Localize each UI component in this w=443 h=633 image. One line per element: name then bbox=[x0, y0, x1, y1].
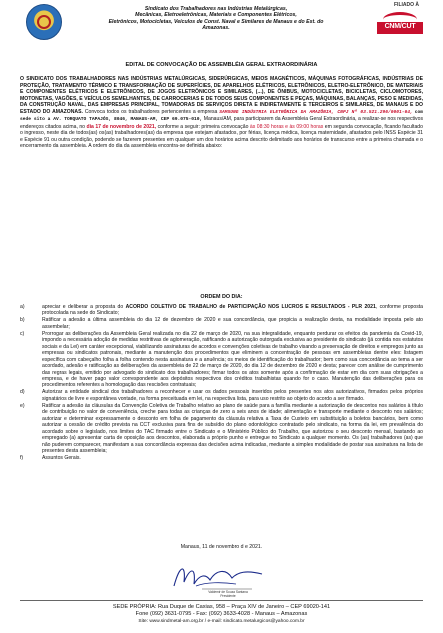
union-name: Sindicato dos Trabalhadores nas Indústrias Metalúrgicas, Mecânicas, Eletroeletrônicas, Materiais e Componentes Elétricos, Eletrônicos, Motocicletas, Veículos de Const. Naval e Similares de Manaus e do Est. do Amazonas. bbox=[108, 6, 324, 32]
footer-address: SEDE PRÓPRIA: Rua Duque de Caxias, 958 – Praça XIV de Janeiro – CEP 69020-141 bbox=[112, 604, 331, 610]
agenda-item: d) Autorizar a entidade sindical dos trabalhadores a reconhecer e usar os dados pessoais inseridos pelos presentes nos atos autorizativos, firmados pelos próprios signatários de livre e espontânea vontade, na forma preceituada em lei, na respectiva lista, para uso restrito ao objeto do acordo a ser firmado. bbox=[20, 389, 423, 402]
union-full-name: O SINDICATO DOS TRABALHADORES NAS INDÚSTRIAS METALÚRGICAS, SIDERÚRGICAS, MEIOS MAGNÉTICOS, MÁQUINAS FOTOGRÁFICAS, INDÚSTRIAS DE PROTEÇÃO, TRATAMENTO TÉRMICO E TRANSFORMAÇÃO DE SUPERFÍCIES, DE APARELHOS ELÉTRICOS, ELETRÔNICOS, ELETRO-ELETRÔNICO, DE MATERIAIS E COMPONENTES ELÉTRICOS E ELETRÔNICOS, DE JOGOS ELETRÔNICOS E SIMILARES, (...), DE ÔNIBUS, MOTOCICLETAS, BICICLETAS, CICLOMOTORES, MOTONETAS, VAGÕES, E VEÍCULOS SEMELHANTES, DE CARROCERIAS E DE TODOS SEUS COMPONENTES E PEÇAS, MÁQUINAS, BALANÇAS, PESO E MEDIDAS, DA CONSTRUÇÃO NAVAL, DAS EMPRESAS PRINCIPAL, TOMADORAS DE SERVIÇOS DIRETA E INDIRETAMENTE E TERCEIROS E SIMILARES, DE MANAUS E DO ESTADO DO AMAZONAS. bbox=[20, 76, 423, 115]
footer-phone: Fone (092) 3631-0795 - Fax: (092) 3633-4028 - Manaus – Amazonas bbox=[135, 611, 308, 618]
signatory-name: Valdemir de Souza Santana bbox=[208, 590, 248, 594]
meeting-date: dia 17 de novembro de 2021, bbox=[86, 123, 157, 130]
union-seal-logo bbox=[26, 4, 62, 40]
company-name: SAMSUNG INDÚSTRIA ELETRÔNICA DA AMAZÔNIA, CNPJ Nº 03.521.296/0001-64, bbox=[219, 109, 413, 115]
footer-divider bbox=[20, 600, 423, 601]
letterhead bbox=[14, 4, 429, 38]
footer-site-email: Site: www.sindmetal-am.org.br / e-mail: sindicato.metalurgicos@yahoo.com.br bbox=[138, 619, 305, 625]
agenda-item: e) Ratificar a adesão às cláusulas da Convenção Coletiva de Trabalho relativo ao plano de saúde para a família mediante a autorização de descontos nos salários à título de contribuição no valor de conveniência, creche para todas as crianças de zero a seis anos de idade; alimentação e transporte mediante o desconto nos salários; autorizar e determinar expressamente o desconto em folha de pagamento da cláusula relativa a Taxa de Custeio em substituição a boletos bancários, bem como autorizar a cessão de crédito prevista na CCT exclusiva para fins de subsídio do plano odontológico contratado pelo sindicato, na forma da lei, em prevalência do acordado sobre o legislado, nos limites do TAC firmado entre o Sindicato e o Ministério Público do Trabalho, que autorizou o seu desconto mensal, bastando ao empregado (a) apresentar carta de oposição aos descontos, elaborada a próprio punho e entregue no Sindicato a qualquer momento. Os (as) trabalhadores (as) que não puderem comparecer, manifestam a sua concordância expressa das decisões acima indicadas, mediante a simples modalidade de postar sua assinatura na lista de presentes desta assembleia; bbox=[20, 402, 423, 454]
handwritten-signature bbox=[166, 556, 276, 598]
filiado-label: FILIADO À bbox=[394, 2, 419, 8]
agenda-list bbox=[20, 304, 423, 462]
agenda-item: a) apreciar e deliberar a proposta do ACORDO COLETIVO DE TRABALHO de PARTICIPAÇÃO NOS LUCROS E RESULTADOS - PLR 2021, conforme proposta protocolada na sede do Sindicato; bbox=[20, 304, 424, 317]
agenda-item: b) Ratificar a adesão a última assembleia do dia 12 de dezembro de 2020 e sua concordância, que propicia a realização desta, na modalidade imposta pelo ato assembelar; bbox=[20, 317, 423, 330]
signatory-role: Presidente bbox=[220, 594, 236, 598]
agenda-item: c) Prorrogar as deliberações da Assembleia Geral realizada no dia 22 de março de 2020, na sua integralidade, enquanto perdurar os efeitos da pandemia da Covid-19, impondo a necessária adoção de medidas restritivas de aglomeração, ratificando a autorização outorgada exclusiva ao presidente do sindicato (já contida nos estatutos sociais e da Lei) em caráter excepcional, viabilizando assinaturas de acordos e convenções coletivas de trabalho visando a preservação de direitos e empregos junto as empresas ou sindicatos patronais, mediante a manutenção dos procedimentos que eliminem a concentração de pessoas em assembleias dentre eles: listagem específica com cabeçalho folha a folha contendo nesta assinatura e a anuência; os meios de identificação do trabalhador; bem como sua concordância ao tema a ser acordado, adesão e ratificação as deliberações da assembleia de 22 de março de 2020, do dia 12 de dezembro de 2020 e desta; parecer com análise de cumprimento das regras legais, emitido por advogado do sindicato dos trabalhadores; firmar todos os atos somente após a confirmação de estar em dia com suas obrigações a empresa, e de haver pago valor correspondente aos depósitos respectivos dos créditos trabalhistas quando for o caso. Manutenção das deliberações para os procedimentos referentes a homologação das rescisões contratuais; bbox=[20, 330, 423, 389]
footer bbox=[0, 604, 443, 626]
meeting-times: às 08:30 horas e às 09:00 horas bbox=[249, 123, 324, 130]
agenda-item: f) Assuntos Gerais. bbox=[20, 454, 81, 461]
intro-paragraph: O SINDICATO DOS TRABALHADORES NAS INDÚSTRIAS METALÚRGICAS, SIDERÚRGICAS, MEIOS MAGNÉTICOS, MÁQUINAS FOTOGRÁFICAS, INDÚSTRIAS DE PROTEÇÃO, TRATAMENTO TÉRMICO E TRANSFORMAÇÃO DE SUPERFÍCIES, DE APARELHOS ELÉTRICOS, ELETRÔNICOS, ELETRO-ELETRÔNICO, DE MATERIAIS E COMPONENTES ELÉTRICOS E ELETRÔNICOS, DE JOGOS ELETRÔNICOS E SIMILARES, (...), DE ÔNIBUS, MOTOCICLETAS, BICICLETAS, CICLOMOTORES, MOTONETAS, VAGÕES, E VEÍCULOS SEMELHANTES, DE CARROCERIAS E DE TODOS SEUS COMPONENTES E PEÇAS, MÁQUINAS, BALANÇAS, PESO E MEDIDAS, DA CONSTRUÇÃO NAVAL, DAS EMPRESAS PRINCIPAL, TOMADORAS DE SERVIÇOS DIRETA E INDIRETAMENTE E TERCEIROS E SIMILARES, DE MANAUS E DO ESTADO DO AMAZONAS. Convoca todos os trabalhadores pertencentes a empresa SAMSUNG INDÚSTRIA ELETRÔNICA DA AMAZÔNIA, CNPJ Nº 03.521.296/0001-64, com sede sito a AV. TORQUATO TAPAJÓS, 8046, MANAUS-AM, CEP 69.075-010, Manaus/AM, para participarem da Assembleia Geral Extraordinária, a realizar-se nos respectivos endereços citados acima, no dia 17 de novembro de 2021, conforme a seguir: primeira convocação às 08:30 horas e às 09:00 horas em segunda convocação, ficando facultado o ingresso, neste dia de todos(as) os(as) trabalhadores(as) da empresa que estejam afastados, por férias, licença médica, licença maternidade, afastados pelo INSS Espécie 31 e Espécie 91 ou outra condição, podendo se fazerem presentes em qualquer um dos horários acima descrito delimitado aos horários de transcurso entre a primeira chamada e o encerramento da assembleia. A ordem do dia da assembleia encontra-se definida abaixo: bbox=[20, 76, 423, 149]
company-address: com sede sito a AV. TORQUATO TAPAJÓS, 8046, MANAUS-AM, CEP 69.075-010, bbox=[20, 109, 423, 122]
agenda-title: ORDEM DO DIA: bbox=[200, 294, 243, 300]
cnm-logo-text: CNM/CUT bbox=[384, 23, 416, 30]
document-title: EDITAL DE CONVOCAÇÃO DE ASSEMBLÉIA GERAL EXTRAORDINÁRIA bbox=[125, 62, 318, 68]
place-and-date: Manaus, 11 de novembro d e 2021. bbox=[180, 544, 263, 550]
cnm-cut-logo bbox=[379, 4, 425, 38]
